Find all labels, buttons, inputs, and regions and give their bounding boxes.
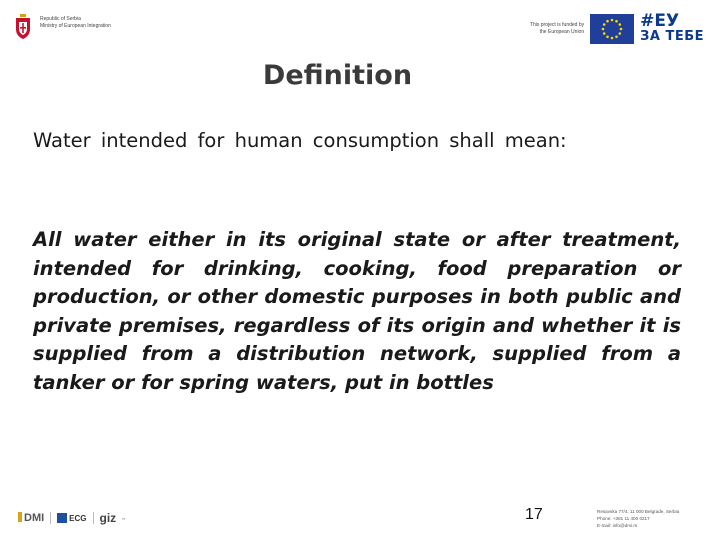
giz-subtext-mark: ▪▪ (122, 515, 126, 521)
address-line-2: Phone: +381 11 400 0217 (597, 516, 650, 521)
funded-line-2: the European Union (539, 29, 585, 35)
definition-text: All water either in its original state or after treatment, intended for drinking, cooking, food preparation or production, or other domestic purposes in both public and private premises, regardless of its origin and whether it is supplied from a distribution network, supplied from a tanker or for spring waters, put in bottles (33, 228, 681, 394)
footer-logos (18, 511, 125, 525)
ministry-header (14, 14, 111, 40)
eu-tag-line-2: ЗА ТЕБЕ (640, 29, 704, 44)
eu-funding-header (529, 11, 704, 44)
ministry-line-1: Republic of Serbia (40, 16, 81, 22)
funded-by-text (530, 22, 584, 36)
eu-flag-icon (590, 14, 634, 44)
slide-title: Definition (262, 60, 413, 91)
page-number: 17 (525, 506, 543, 523)
dmi-logo-text: DMI (24, 512, 45, 524)
eu-tag-line-1: #ЕУ (640, 11, 680, 31)
ministry-line-2: Ministry of European Integration (40, 23, 111, 29)
ministry-text (40, 16, 111, 30)
serbia-coat-of-arms-icon (14, 14, 32, 40)
address-line-3: E-mail: info@dmi.rs (597, 523, 638, 528)
logo-divider (93, 512, 94, 524)
ecg-logo (57, 513, 86, 523)
footer-address (597, 508, 679, 529)
giz-logo: giz (99, 511, 117, 525)
slide-intro: Water intended for human consumption shall mean: (33, 129, 567, 152)
eu-za-tebe-logo (640, 11, 704, 44)
ecg-logo-text: ECG (69, 513, 87, 523)
address-line-1: Resavska 77/4, 11 000 Belgrade, Serbia (597, 509, 680, 514)
funded-line-1: This project is funded by (529, 22, 585, 28)
dmi-logo (18, 512, 44, 524)
logo-divider (50, 512, 51, 524)
